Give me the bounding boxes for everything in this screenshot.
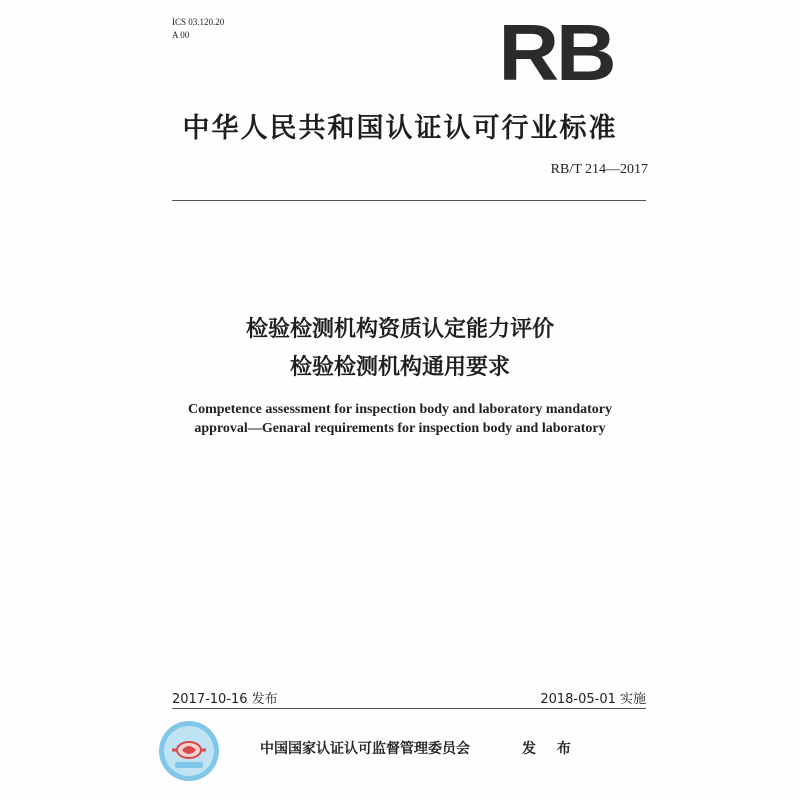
bottom-divider (172, 708, 646, 709)
publish-label: 发 布 (522, 741, 579, 757)
rb-logo: RB (498, 8, 614, 97)
anti-counterfeit-seal-icon (158, 720, 220, 782)
top-divider (172, 200, 646, 201)
publisher-name: 中国国家认证认可监督管理委员会 (260, 741, 470, 757)
ics-code: ICS 03.120.20 (172, 17, 225, 27)
document-title-en-line2: approval—Genaral requirements for inspection body and laboratory (194, 421, 606, 436)
document-title-cn-line2: 检验检测机构通用要求 (289, 355, 510, 380)
implementation-date: 2018-05-01 实施 (540, 692, 646, 707)
issue-date: 2017-10-16 发布 (172, 692, 278, 707)
class-code: A 00 (172, 30, 190, 40)
standard-number: RB/T 214—2017 (550, 162, 648, 177)
document-title-cn-line1: 检验检测机构资质认定能力评价 (245, 317, 554, 342)
document-title-en-line1: Competence assessment for inspection body and laboratory mandatory (187, 402, 612, 417)
standard-category-title: 中华人民共和国认证认可行业标准 (182, 113, 618, 144)
classification-codes (172, 16, 224, 42)
